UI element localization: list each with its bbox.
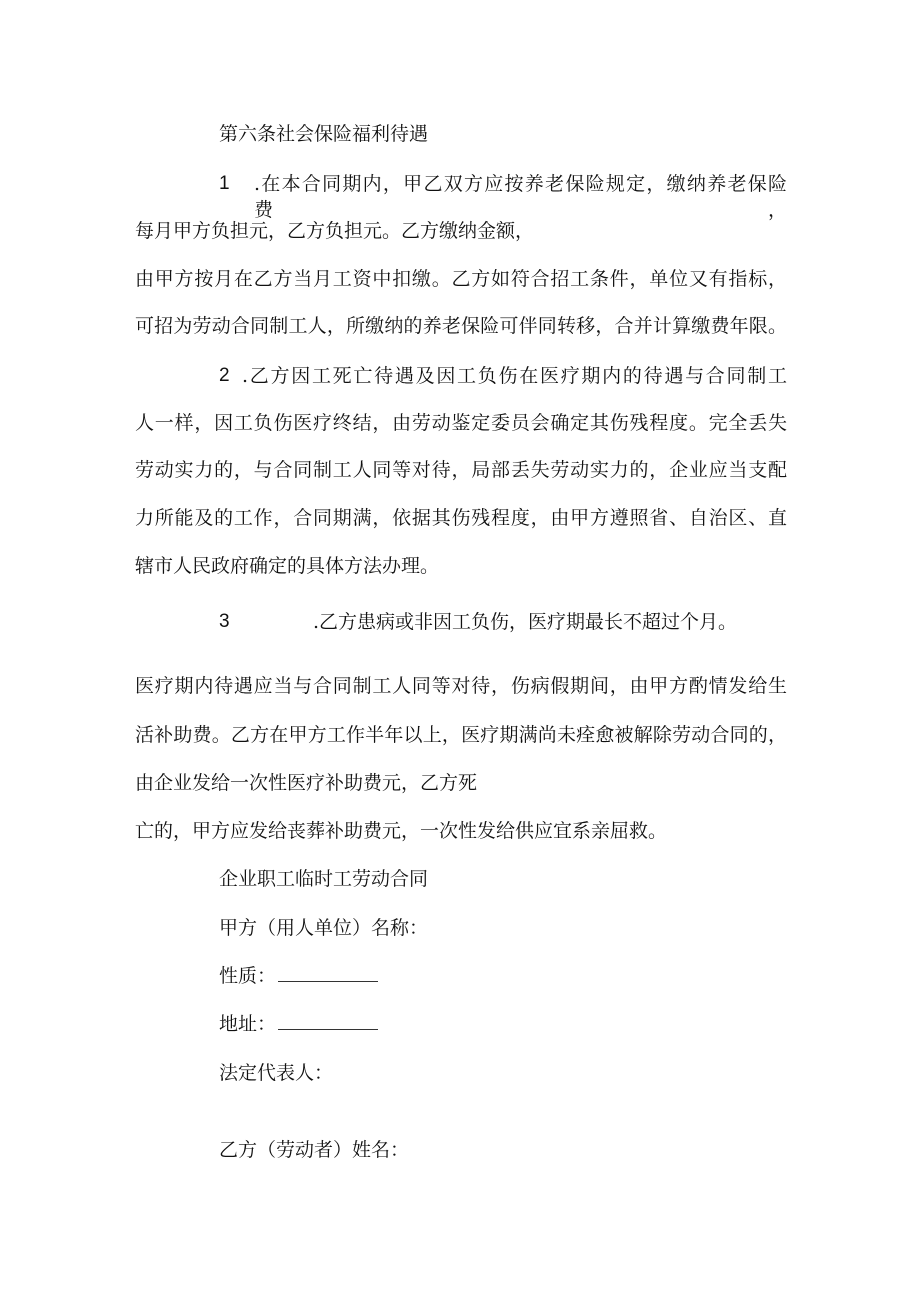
clause-3-number: 3 (219, 611, 230, 632)
clause-1-line-3: 由甲方按月在乙方当月工资中扣缴。乙方如符合招工条件，单位又有指标， (135, 268, 787, 290)
party-a-name-label: 甲方（用人单位）名称： (219, 917, 429, 939)
address-label: 地址： (219, 1013, 277, 1035)
party-b-name-label: 乙方（劳动者）姓名： (219, 1139, 410, 1161)
clause-2-line-4: 力所能及的工作，合同期满，依据其伤残程度，由甲方遵照省、自治区、直 (135, 507, 787, 529)
clause-1-line-1: .在本合同期内，甲乙双方应按养老保险规定，缴纳养老保险费， (254, 173, 787, 221)
clause-3-line-4: 由企业发给一次性医疗补助费元，乙方死 (135, 772, 478, 794)
nature-label: 性质： (219, 965, 277, 987)
address-field (219, 1011, 378, 1037)
clause-2-line-5: 辖市人民政府确定的具体方法办理。 (135, 555, 440, 577)
clause-1-line-4: 可招为劳动合同制工人，所缴纳的养老保险可伴同转移，合并计算缴费年限。 (135, 315, 787, 337)
clause-2-number: 2 (219, 365, 230, 386)
clause-3-line-5: 亡的，甲方应发给丧葬补助费元，一次性发给供应宜系亲屈救。 (135, 820, 668, 842)
clause-1-line-2: 每月甲方负担元，乙方负担元。乙方缴纳金额， (135, 220, 535, 242)
legal-rep-label: 法定代表人： (219, 1062, 334, 1084)
clause-3-line-1: .乙方患病或非因工负伤，医疗期最长不超过个月。 (313, 611, 738, 633)
clause-2-line-1: .乙方因工死亡待遇及因工负伤在医疗期内的待遇与合同制工 (242, 365, 787, 387)
contract-title: 企业职工临时工劳动合同 (219, 868, 429, 890)
clause-3-line-3: 活补助费。乙方在甲方工作半年以上，医疗期满尚未痊愈被解除劳动合同的， (135, 724, 787, 746)
article-title: 第六条社会保险福利待遇 (219, 123, 429, 145)
clause-1-number: 1 (219, 173, 230, 194)
clause-2-line-3: 劳动实力的，与合同制工人同等对待，局部丢失劳动实力的，企业应当支配 (135, 459, 787, 481)
clause-3-line-2: 医疗期内待遇应当与合同制工人同等对待，伤病假期间，由甲方酌情发给生 (135, 675, 787, 697)
nature-field (219, 963, 378, 989)
nature-blank-line (278, 965, 378, 982)
clause-2-line-2: 人一样，因工负伤医疗终结，由劳动鉴定委员会确定其伤残程度。完全丢失 (135, 412, 787, 434)
address-blank-line (278, 1013, 378, 1030)
